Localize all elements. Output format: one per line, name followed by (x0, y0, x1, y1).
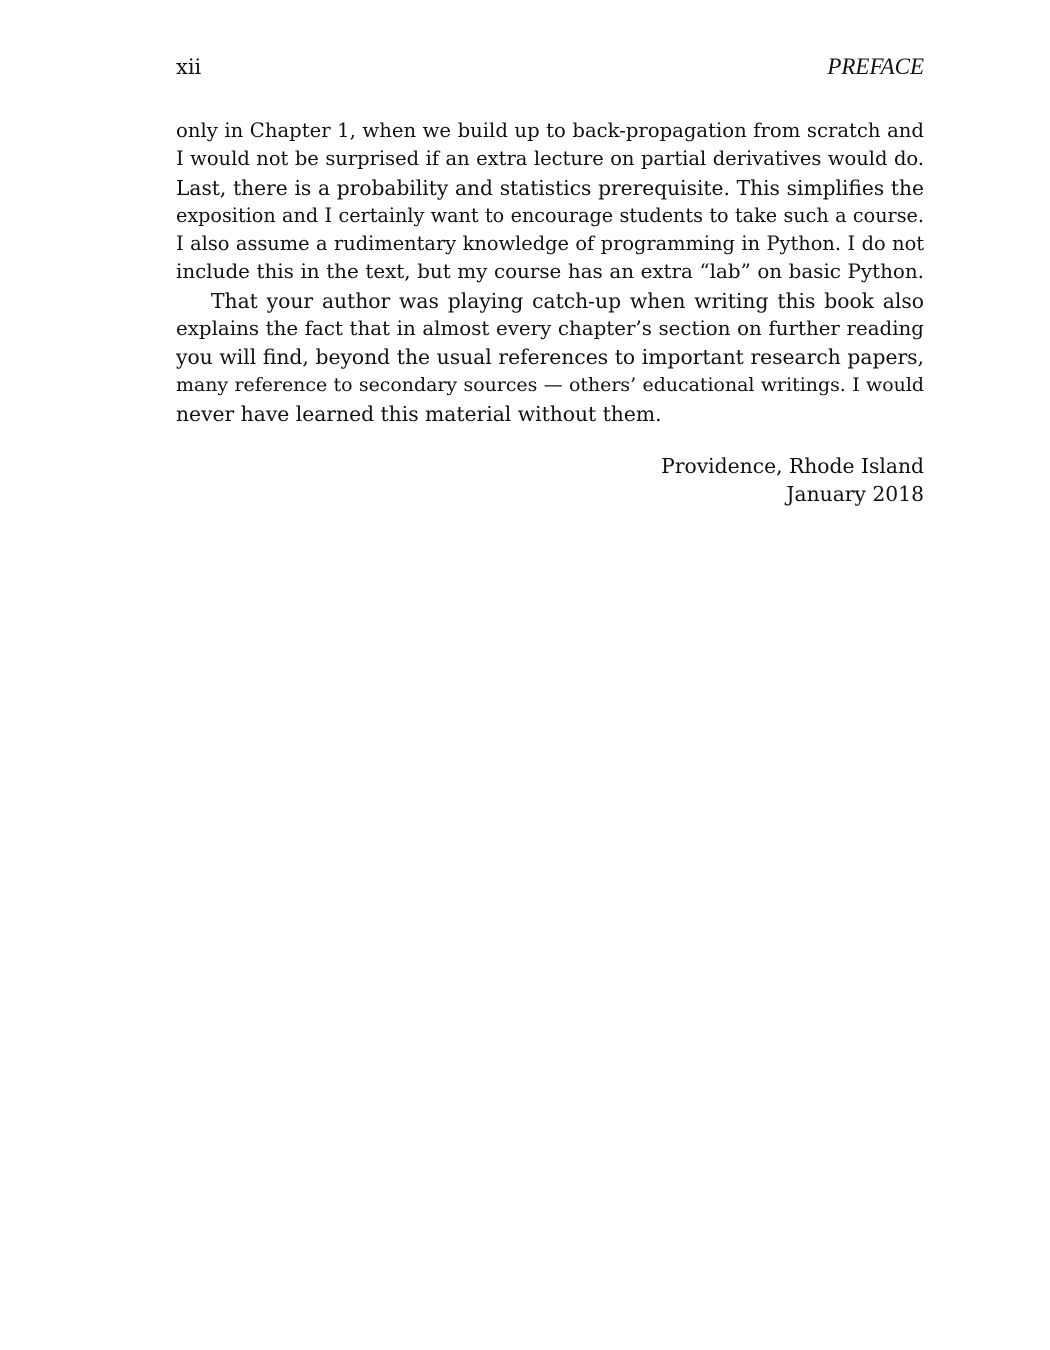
signature-block (500, 452, 924, 509)
text-line: That your author was playing catch-up when writing this book also (211, 288, 924, 313)
paragraph (176, 117, 924, 287)
running-head (176, 52, 924, 82)
page-number: xii (176, 55, 202, 79)
signature-date: January 2018 (786, 482, 924, 507)
text-line: I also assume a rudimentary knowledge of programming in Python. I do not (176, 232, 924, 255)
signature-place: Providence, Rhode Island (661, 454, 924, 478)
text-line: only in Chapter 1, when we build up to back-propagation from scratch and (176, 119, 924, 142)
body-text (176, 117, 924, 428)
text-line: I would not be surprised if an extra lecture on partial derivatives would do. (176, 147, 924, 171)
text-line: never have learned this material without them. (176, 401, 662, 426)
text-line: explains the fact that in almost every chapter’s section on further reading (176, 316, 924, 340)
text-line: include this in the text, but my course has an extra “lab” on basic Python. (176, 260, 924, 284)
text-line: Last, there is a probability and statistics prerequisite. This simplifies the (176, 175, 924, 200)
paragraph (176, 287, 924, 428)
running-title: PREFACE (827, 54, 924, 79)
text-line: exposition and I certainly want to encourage students to take such a course. (176, 203, 924, 227)
text-line: many reference to secondary sources — others’ educational writings. I would (176, 374, 924, 397)
text-line: you will find, beyond the usual references to important research papers, (176, 345, 924, 369)
